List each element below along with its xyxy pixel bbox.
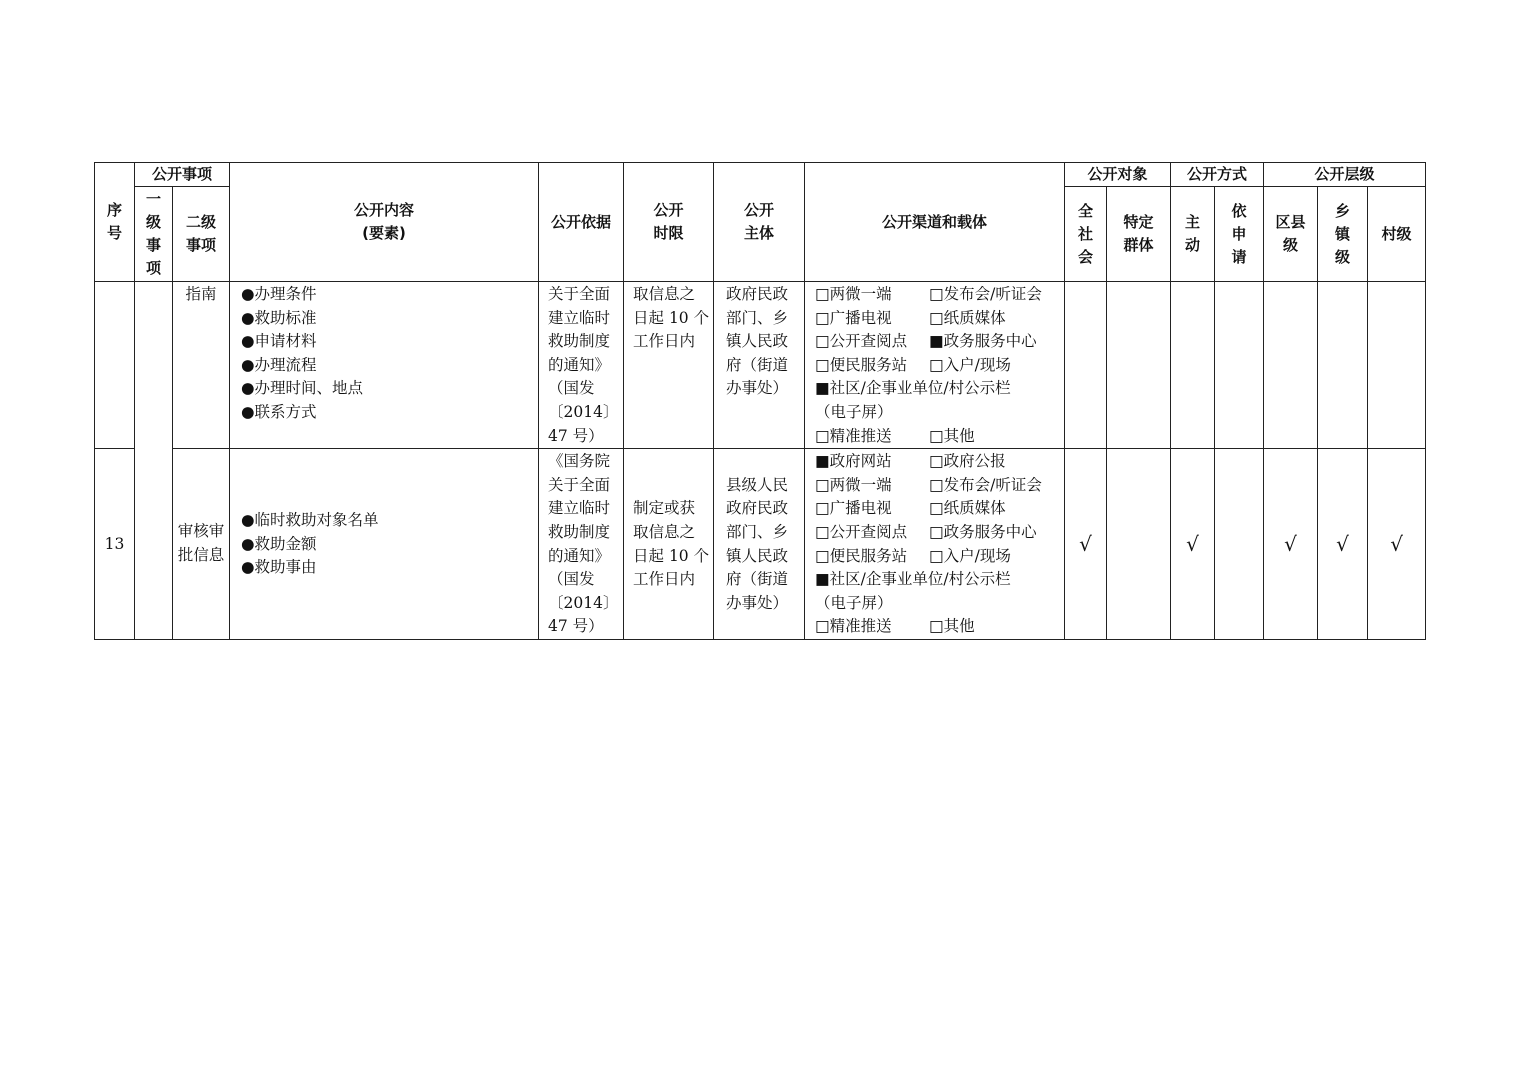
channel-option: ■政府网站	[815, 452, 892, 471]
level1-cell	[135, 282, 173, 640]
channel-option: □纸质媒体	[929, 308, 1006, 327]
row1-level-county: √	[1264, 449, 1318, 640]
subject-line: 政府民政	[726, 499, 789, 518]
channel-option: □入户/现场	[929, 546, 1011, 565]
content-item: ●办理条件	[241, 285, 317, 303]
channel-row	[815, 354, 1060, 378]
row1-method-request	[1215, 449, 1264, 640]
channel-option: □政府公报	[929, 452, 1006, 471]
row0-audience-specific	[1107, 282, 1171, 449]
basis-line: 建立临时	[548, 499, 611, 518]
subject-line: 办事处）	[726, 593, 789, 612]
channel-row	[815, 474, 1060, 498]
content-item: ●救助标准	[241, 308, 317, 327]
header-method-active-label: 主动	[1185, 213, 1201, 254]
disclosure-table-page	[94, 162, 1426, 640]
channel-row	[815, 615, 1060, 639]
basis-line: 47 号）	[548, 426, 604, 445]
basis-line: 47 号）	[548, 617, 604, 636]
basis-line: 的通知》	[548, 355, 611, 374]
subject-line: 镇人民政	[726, 332, 789, 351]
header-audience-specific	[1107, 187, 1171, 282]
basis-line: 的通知》	[548, 546, 611, 565]
channel-row	[815, 330, 1060, 354]
header-content-line1: 公开内容	[354, 201, 415, 219]
header-content-line2: (要素)	[362, 224, 406, 242]
channel-option: □两微一端	[815, 475, 892, 494]
header-level-town	[1318, 187, 1368, 282]
header-level2	[173, 187, 230, 282]
time-line: 制定或获	[633, 499, 696, 518]
channel-option: □其他	[929, 426, 975, 445]
row0-level-town	[1318, 282, 1368, 449]
row0-subject	[714, 282, 805, 449]
row1-level2	[173, 449, 230, 640]
time-line: 工作日内	[633, 570, 696, 589]
header-basis: 公开依据	[539, 163, 624, 282]
channel-option: □其他	[929, 617, 975, 636]
subject-line: 部门、乡	[726, 308, 789, 327]
header-seq-label: 序号	[107, 201, 123, 242]
basis-line: 〔2014〕	[548, 593, 619, 612]
header-level-group: 公开层级	[1264, 163, 1426, 187]
row1-level-village: √	[1368, 449, 1426, 640]
channel-option: ■社区/企事业单位/村公示栏	[815, 379, 1011, 398]
header-level2-label: 二级事项	[186, 213, 217, 254]
header-subject	[714, 163, 805, 282]
row0-time	[624, 282, 714, 449]
row1-audience-all: √	[1065, 449, 1107, 640]
channel-option: □两微一端	[815, 285, 892, 303]
channel-row	[815, 545, 1060, 569]
channel-row	[815, 521, 1060, 545]
channel-option: □政务服务中心	[929, 522, 1037, 541]
row0-level2	[173, 282, 230, 449]
header-audience-specific-label: 特定群体	[1123, 213, 1154, 254]
row0-basis	[539, 282, 624, 449]
header-seq	[95, 163, 135, 282]
channel-option: ■社区/企事业单位/村公示栏	[815, 570, 1011, 589]
basis-line: 建立临时	[548, 308, 611, 327]
row0-content	[230, 282, 539, 449]
header-level-village: 村级	[1368, 187, 1426, 282]
channel-option: □发布会/听证会	[929, 285, 1042, 303]
table-row	[95, 282, 1426, 449]
channel-row	[815, 497, 1060, 521]
content-item: ●申请材料	[241, 332, 317, 351]
channel-row	[815, 450, 1060, 474]
basis-line: 救助制度	[548, 332, 611, 351]
row0-channels	[805, 282, 1065, 449]
basis-line: 《国务院	[548, 452, 611, 471]
time-line: 取信息之	[633, 285, 696, 303]
subject-line: 政府民政	[726, 285, 789, 303]
subject-line: 府（街道	[726, 355, 789, 374]
time-line: 工作日内	[633, 332, 696, 351]
channel-option: □纸质媒体	[929, 499, 1006, 518]
time-line: 日起 10 个	[633, 308, 710, 327]
basis-line: 〔2014〕	[548, 402, 619, 421]
header-time-line1: 公开	[653, 201, 684, 219]
header-time-line2: 时限	[653, 224, 684, 242]
header-level-town-label: 乡镇级	[1335, 201, 1351, 266]
channel-row	[815, 307, 1060, 331]
row1-level-town: √	[1318, 449, 1368, 640]
channel-option: □公开查阅点	[815, 522, 908, 541]
content-item: ●救助事由	[241, 558, 317, 577]
content-item: ●办理流程	[241, 355, 317, 374]
row0-method-active	[1171, 282, 1215, 449]
channel-option: □入户/现场	[929, 355, 1011, 374]
header-content	[230, 163, 539, 282]
basis-line: （国发	[548, 570, 595, 589]
channel-option: □精准推送	[815, 426, 892, 445]
row1-content	[230, 449, 539, 640]
header-method-active	[1171, 187, 1215, 282]
row0-level-village	[1368, 282, 1426, 449]
content-item: ●临时救助对象名单	[241, 511, 379, 530]
subject-line: 办事处）	[726, 379, 789, 398]
row0-seq	[95, 282, 135, 449]
channel-option: □广播电视	[815, 499, 892, 518]
row0-audience-all	[1065, 282, 1107, 449]
disclosure-table	[94, 162, 1426, 640]
content-item: ●办理时间、地点	[241, 379, 364, 398]
channel-row	[815, 568, 1060, 592]
row0-method-request	[1215, 282, 1264, 449]
time-line: 取信息之	[633, 522, 696, 541]
time-line: 日起 10 个	[633, 546, 710, 565]
row1-level2-label: 审核审批信息	[177, 522, 225, 565]
channel-option: ■政务服务中心	[929, 332, 1037, 351]
header-audience-group: 公开对象	[1065, 163, 1171, 187]
header-level1-label: 一级事项	[146, 190, 162, 277]
channel-option: □广播电视	[815, 308, 892, 327]
header-level-county	[1264, 187, 1318, 282]
channel-row	[815, 425, 1060, 449]
row1-audience-specific	[1107, 449, 1171, 640]
subject-line: 镇人民政	[726, 546, 789, 565]
table-row	[95, 449, 1426, 640]
header-method-group: 公开方式	[1171, 163, 1264, 187]
header-audience-all	[1065, 187, 1107, 282]
header-subject-line2: 主体	[744, 224, 775, 242]
basis-line: 关于全面	[548, 285, 611, 303]
content-item: ●联系方式	[241, 402, 317, 421]
basis-line: （国发	[548, 379, 595, 398]
basis-line: 关于全面	[548, 475, 611, 494]
row0-level-county	[1264, 282, 1318, 449]
channel-option: □公开查阅点	[815, 332, 908, 351]
basis-line: 救助制度	[548, 522, 611, 541]
channel-row	[815, 283, 1060, 307]
header-time	[624, 163, 714, 282]
channel-option: □便民服务站	[815, 355, 908, 374]
channel-row	[815, 377, 1060, 401]
subject-line: 部门、乡	[726, 522, 789, 541]
channel-row	[815, 592, 1060, 616]
header-method-request	[1215, 187, 1264, 282]
header-method-request-label: 依申请	[1231, 201, 1247, 266]
row1-channels	[805, 449, 1065, 640]
channel-option: （电子屏）	[815, 402, 893, 421]
row1-seq: 13	[95, 449, 135, 640]
row0-level2-label: 指南	[185, 285, 217, 303]
channel-option: □便民服务站	[815, 546, 908, 565]
channel-option: （电子屏）	[815, 593, 893, 612]
header-audience-all-label: 全社会	[1078, 201, 1094, 266]
header-level1	[135, 187, 173, 282]
header-subject-line1: 公开	[744, 201, 775, 219]
header-level-county-label: 区县级	[1275, 213, 1306, 254]
channel-option: □精准推送	[815, 617, 892, 636]
channel-option: □发布会/听证会	[929, 475, 1042, 494]
channel-row	[815, 401, 1060, 425]
subject-line: 县级人民	[726, 475, 789, 494]
subject-line: 府（街道	[726, 570, 789, 589]
row1-method-active: √	[1171, 449, 1215, 640]
header-channel: 公开渠道和载体	[805, 163, 1065, 282]
row1-time	[624, 449, 714, 640]
row1-subject	[714, 449, 805, 640]
content-item: ●救助金额	[241, 534, 317, 553]
row1-basis	[539, 449, 624, 640]
header-matter-group: 公开事项	[135, 163, 230, 187]
